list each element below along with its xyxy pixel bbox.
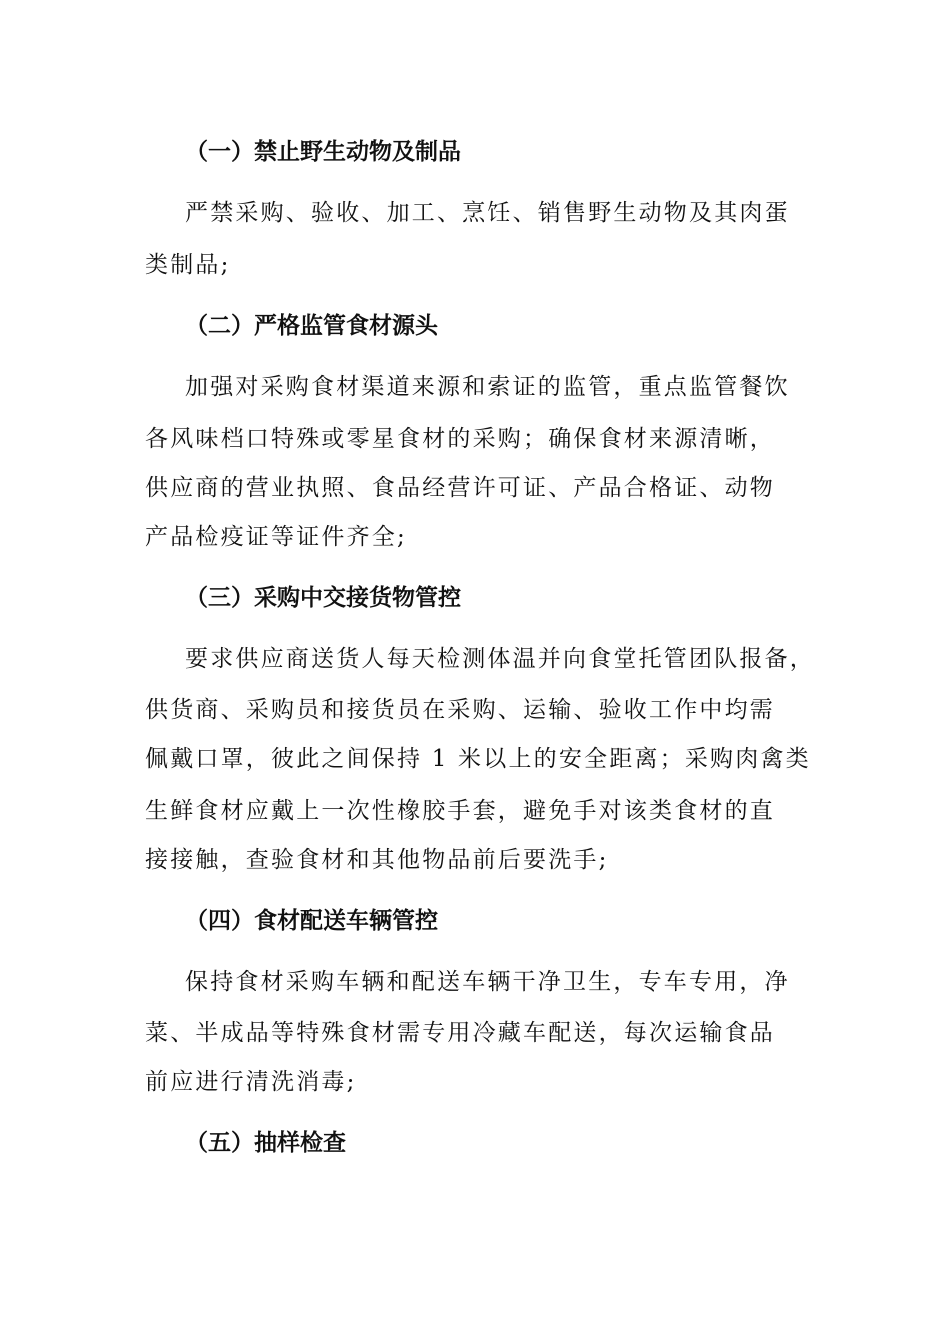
- paragraph-line: 保持食材采购车辆和配送车辆干净卫生，专车专用，净: [185, 969, 790, 995]
- section-heading-2: （二）严格监管食材源头: [185, 313, 438, 339]
- section-heading-4: （四）食材配送车辆管控: [185, 908, 438, 934]
- paragraph-line: 生鲜食材应戴上一次性橡胶手套，避免手对该类食材的直: [145, 798, 775, 824]
- paragraph-line: 严禁采购、验收、加工、烹饪、销售野生动物及其肉蛋: [185, 200, 790, 226]
- paragraph-line: 供应商的营业执照、食品经营许可证、产品合格证、动物: [145, 475, 775, 501]
- paragraph-line: 各风味档口特殊或零星食材的采购；确保食材来源清晰，: [145, 426, 775, 452]
- paragraph-line: 接接触，查验食材和其他物品前后要洗手;: [145, 847, 609, 873]
- paragraph-line: 前应进行清洗消毒;: [145, 1069, 357, 1095]
- paragraph-line: 加强对采购食材渠道来源和索证的监管，重点监管餐饮: [185, 374, 790, 400]
- section-heading-1: （一）禁止野生动物及制品: [185, 139, 461, 165]
- paragraph-line: 类制品;: [145, 252, 231, 278]
- paragraph-line: 要求供应商送货人每天检测体温并向食堂托管团队报备，: [185, 646, 815, 672]
- paragraph-line: 产品检疫证等证件齐全;: [145, 524, 407, 550]
- section-heading-3: （三）采购中交接货物管控: [185, 585, 461, 611]
- paragraph-line: 供货商、采购员和接货员在采购、运输、验收工作中均需: [145, 697, 775, 723]
- paragraph-line: 菜、半成品等特殊食材需专用冷藏车配送，每次运输食品: [145, 1020, 775, 1046]
- section-heading-5: （五）抽样检查: [185, 1130, 346, 1156]
- paragraph-line: 佩戴口罩，彼此之间保持 1 米以上的安全距离；采购肉禽类: [145, 746, 811, 772]
